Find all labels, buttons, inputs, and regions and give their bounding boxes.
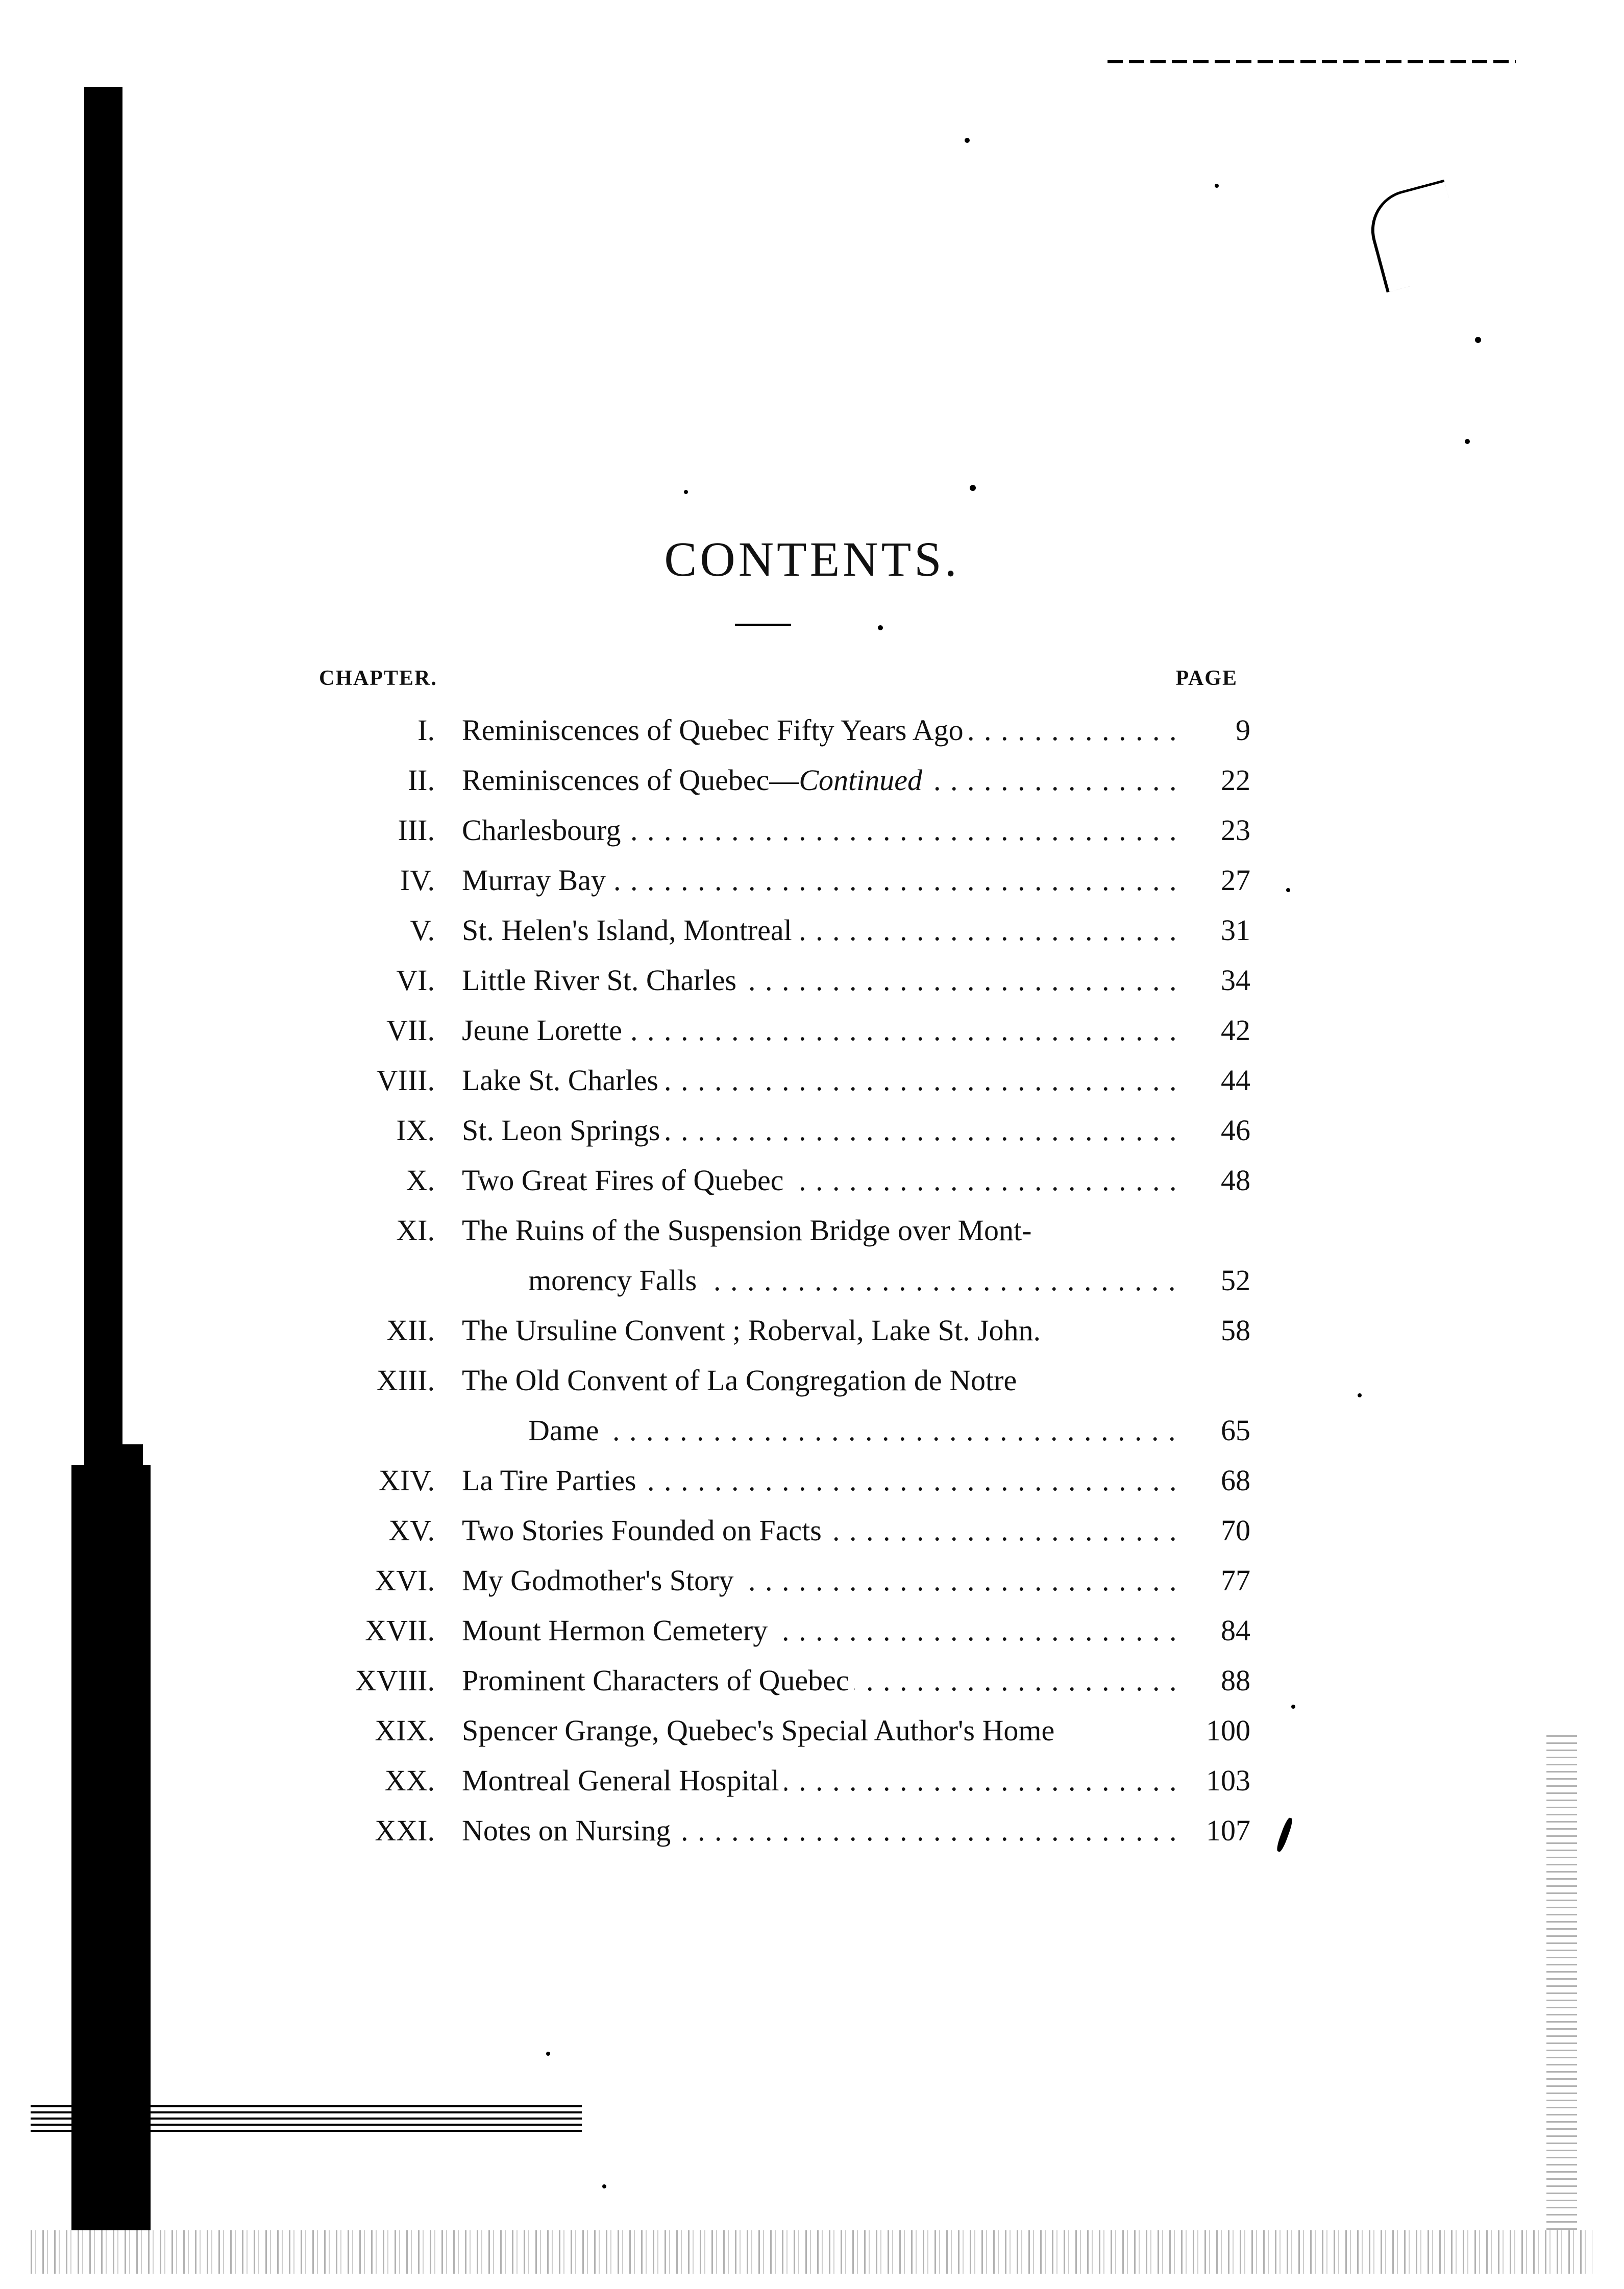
toc-entry	[0, 1757, 1624, 1804]
chapter-title: Reminiscences of Quebec—Continued . . .	[462, 757, 1182, 804]
chapter-title: The Ursuline Convent ; Roberval, Lake St. John.	[462, 1307, 1182, 1354]
page-number: 107	[1206, 1814, 1250, 1847]
page-number: 9	[1236, 713, 1250, 747]
page-number: 65	[1221, 1414, 1250, 1447]
scan-fleck	[1215, 184, 1219, 188]
chapter-numeral: X.	[406, 1164, 435, 1197]
chapter-numeral: XIX.	[375, 1714, 435, 1747]
chapter-title: Two Stories Founded on Facts . . .	[462, 1507, 1182, 1554]
chapter-numeral: XVII.	[365, 1614, 435, 1647]
chapter-numeral: IV.	[400, 864, 435, 897]
chapter-title: My Godmother's Story . . .	[462, 1557, 1182, 1604]
page-number: 88	[1221, 1664, 1250, 1697]
scan-bottom-noise	[31, 2230, 1592, 2274]
chapter-numeral: VII.	[386, 1014, 435, 1047]
toc-entry	[0, 1357, 1624, 1404]
chapter-numeral: III.	[398, 814, 435, 847]
chapter-title: Two Great Fires of Quebec . . .	[462, 1157, 1182, 1204]
toc-entry	[0, 1007, 1624, 1054]
chapter-title: Reminiscences of Quebec Fifty Years Ago . . .	[462, 707, 1182, 754]
page-number: 68	[1221, 1464, 1250, 1497]
page-number: 34	[1221, 964, 1250, 997]
scan-top-dash	[1108, 60, 1516, 63]
chapter-title: Notes on Nursing . . .	[462, 1807, 1182, 1854]
scan-fleck	[878, 625, 883, 630]
toc-entry	[0, 1207, 1624, 1254]
toc-entry	[0, 707, 1624, 754]
toc-entry-continuation	[0, 1407, 1624, 1454]
page-number: 22	[1221, 764, 1250, 797]
chapter-numeral: VIII.	[376, 1064, 435, 1097]
page-number: 46	[1221, 1114, 1250, 1147]
scan-fleck	[1475, 337, 1481, 343]
chapter-title: Murray Bay . . .	[462, 857, 1182, 904]
scan-fleck	[602, 2184, 606, 2188]
chapter-title-continuation: Dame . . .	[528, 1407, 1182, 1454]
scan-corner-mark	[1362, 180, 1468, 293]
toc-entry	[0, 1307, 1624, 1354]
page-title: CONTENTS.	[664, 532, 960, 586]
page-column-label: PAGE	[1175, 667, 1238, 690]
toc-entry	[0, 1107, 1624, 1154]
chapter-numeral: XX.	[384, 1764, 435, 1797]
chapter-title: Little River St. Charles . . .	[462, 957, 1182, 1004]
title-underline-mark	[735, 617, 791, 626]
page-number: 58	[1221, 1314, 1250, 1347]
chapter-numeral: XXI.	[375, 1814, 435, 1847]
page-number: 77	[1221, 1564, 1250, 1597]
toc-entry	[0, 1707, 1624, 1754]
scan-fleck	[965, 138, 970, 143]
chapter-numeral: XVIII.	[355, 1664, 435, 1697]
scan-fleck	[546, 2052, 550, 2056]
toc-entry	[0, 1157, 1624, 1204]
toc-entry	[0, 857, 1624, 904]
chapter-title: Mount Hermon Cemetery . . .	[462, 1607, 1182, 1654]
chapter-numeral: V.	[410, 914, 435, 947]
page-number: 103	[1206, 1764, 1250, 1797]
toc-entry	[0, 1557, 1624, 1604]
chapter-title: Jeune Lorette . . .	[462, 1007, 1182, 1054]
chapter-column-label: CHAPTER.	[319, 667, 437, 690]
chapter-title-italic: Continued	[799, 764, 922, 797]
chapter-numeral: XV.	[388, 1514, 435, 1547]
toc-entry	[0, 1507, 1624, 1554]
chapter-title: Charlesbourg . . .	[462, 807, 1182, 854]
chapter-title: Lake St. Charles . . .	[462, 1057, 1182, 1104]
chapter-title: St. Helen's Island, Montreal . . .	[462, 907, 1182, 954]
chapter-title: The Old Convent of La Congregation de Notre	[462, 1357, 1182, 1404]
toc-entry	[0, 1607, 1624, 1654]
chapter-title: St. Leon Springs . . .	[462, 1107, 1182, 1154]
page-number: 52	[1221, 1264, 1250, 1297]
page-number: 84	[1221, 1614, 1250, 1647]
page-number: 44	[1221, 1064, 1250, 1097]
chapter-title-continuation: morency Falls . . .	[528, 1257, 1182, 1304]
toc-entry-continuation	[0, 1257, 1624, 1304]
chapter-numeral: XII.	[386, 1314, 435, 1347]
toc-entry	[0, 1807, 1624, 1854]
toc-entry	[0, 1057, 1624, 1104]
toc-entry	[0, 1457, 1624, 1504]
page-number: 48	[1221, 1164, 1250, 1197]
page-number: 100	[1206, 1714, 1250, 1747]
chapter-title: Prominent Characters of Quebec . . .	[462, 1657, 1182, 1704]
toc-header	[319, 666, 1238, 697]
page-number: 42	[1221, 1014, 1250, 1047]
scan-bottom-lines	[31, 2105, 582, 2136]
scan-fleck	[1465, 439, 1470, 444]
chapter-title: Montreal General Hospital . . .	[462, 1757, 1182, 1804]
chapter-numeral: XVI.	[375, 1564, 435, 1597]
page-number: 23	[1221, 814, 1250, 847]
toc-entry	[0, 907, 1624, 954]
page-number: 27	[1221, 864, 1250, 897]
chapter-numeral: IX.	[396, 1114, 435, 1147]
chapter-numeral: II.	[407, 764, 435, 797]
scan-fleck	[684, 490, 688, 494]
toc-entry	[0, 757, 1624, 804]
toc-entry	[0, 807, 1624, 854]
chapter-title: La Tire Parties . . .	[462, 1457, 1182, 1504]
chapter-title: Spencer Grange, Quebec's Special Author's Home	[462, 1707, 1182, 1754]
scan-fleck	[970, 485, 976, 491]
chapter-numeral: VI.	[396, 964, 435, 997]
chapter-title: The Ruins of the Suspension Bridge over Mont-	[462, 1207, 1182, 1254]
chapter-numeral: XI.	[396, 1214, 435, 1247]
chapter-numeral: XIV.	[378, 1464, 435, 1497]
page-number: 31	[1221, 914, 1250, 947]
toc-entry	[0, 957, 1624, 1004]
chapter-numeral: XIII.	[376, 1364, 435, 1397]
page-number: 70	[1221, 1514, 1250, 1547]
toc-entry	[0, 1657, 1624, 1704]
chapter-numeral: I.	[417, 713, 435, 747]
